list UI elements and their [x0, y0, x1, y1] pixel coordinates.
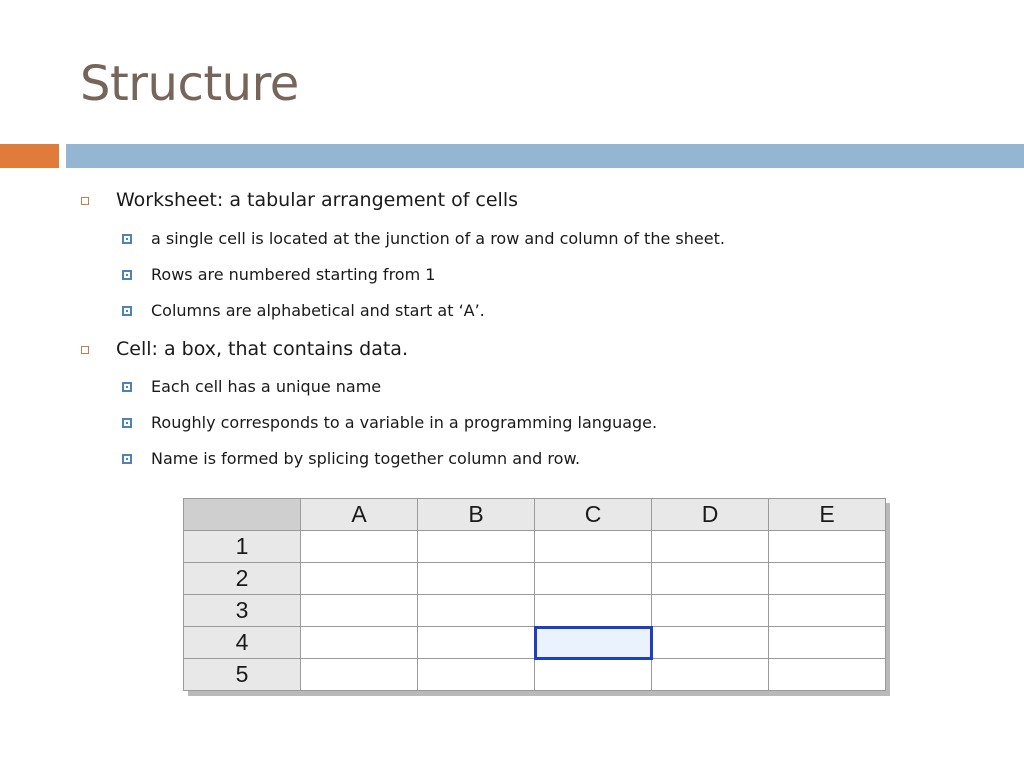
column-header: D	[652, 499, 769, 531]
cell	[652, 659, 769, 691]
square-bullet-icon	[122, 454, 132, 464]
hollow-square-bullet-icon	[81, 197, 89, 205]
cell	[652, 627, 769, 659]
accent-bar-blue	[66, 144, 1024, 168]
cell	[769, 627, 886, 659]
cell	[535, 659, 652, 691]
cell	[769, 659, 886, 691]
sub-bullet: Columns are alphabetical and start at ‘A’.	[151, 301, 485, 320]
cell	[652, 563, 769, 595]
slide-title: Structure	[80, 56, 299, 112]
cell	[769, 595, 886, 627]
hollow-square-bullet-icon	[81, 346, 89, 354]
spreadsheet-grid	[183, 498, 886, 691]
sub-bullet: Rows are numbered starting from 1	[151, 265, 436, 284]
table-row	[184, 595, 886, 627]
cell	[301, 563, 418, 595]
selected-cell-c4	[535, 627, 652, 659]
row-header: 5	[184, 659, 301, 691]
row-header: 2	[184, 563, 301, 595]
accent-bar-orange	[0, 144, 59, 168]
table-row	[184, 627, 886, 659]
cell	[418, 531, 535, 563]
square-bullet-icon	[122, 382, 132, 392]
table-row	[184, 659, 886, 691]
square-bullet-icon	[122, 306, 132, 316]
bullet-cell: Cell: a box, that contains data.	[116, 338, 408, 360]
row-header: 3	[184, 595, 301, 627]
sub-bullet: Roughly corresponds to a variable in a programming language.	[151, 413, 658, 432]
cell	[769, 563, 886, 595]
cell	[418, 595, 535, 627]
cell	[418, 659, 535, 691]
table-row	[184, 531, 886, 563]
header-row	[184, 499, 886, 531]
cell	[301, 595, 418, 627]
cell	[652, 595, 769, 627]
row-header: 4	[184, 627, 301, 659]
column-header: A	[301, 499, 418, 531]
column-header: E	[769, 499, 886, 531]
table-row	[184, 563, 886, 595]
square-bullet-icon	[122, 270, 132, 280]
row-header: 1	[184, 531, 301, 563]
cell	[769, 531, 886, 563]
corner-cell	[184, 499, 301, 531]
cell	[535, 531, 652, 563]
sub-bullet: Name is formed by splicing together column and row.	[151, 449, 581, 468]
square-bullet-icon	[122, 234, 132, 244]
sub-bullet: a single cell is located at the junction of a row and column of the sheet.	[151, 229, 725, 248]
column-header: B	[418, 499, 535, 531]
sub-bullet: Each cell has a unique name	[151, 377, 382, 396]
column-header: C	[535, 499, 652, 531]
cell	[535, 595, 652, 627]
cell	[301, 659, 418, 691]
cell	[418, 563, 535, 595]
cell	[301, 627, 418, 659]
bullet-worksheet: Worksheet: a tabular arrangement of cells	[116, 189, 519, 211]
cell	[418, 627, 535, 659]
cell	[652, 531, 769, 563]
square-bullet-icon	[122, 418, 132, 428]
cell	[535, 563, 652, 595]
cell	[301, 531, 418, 563]
